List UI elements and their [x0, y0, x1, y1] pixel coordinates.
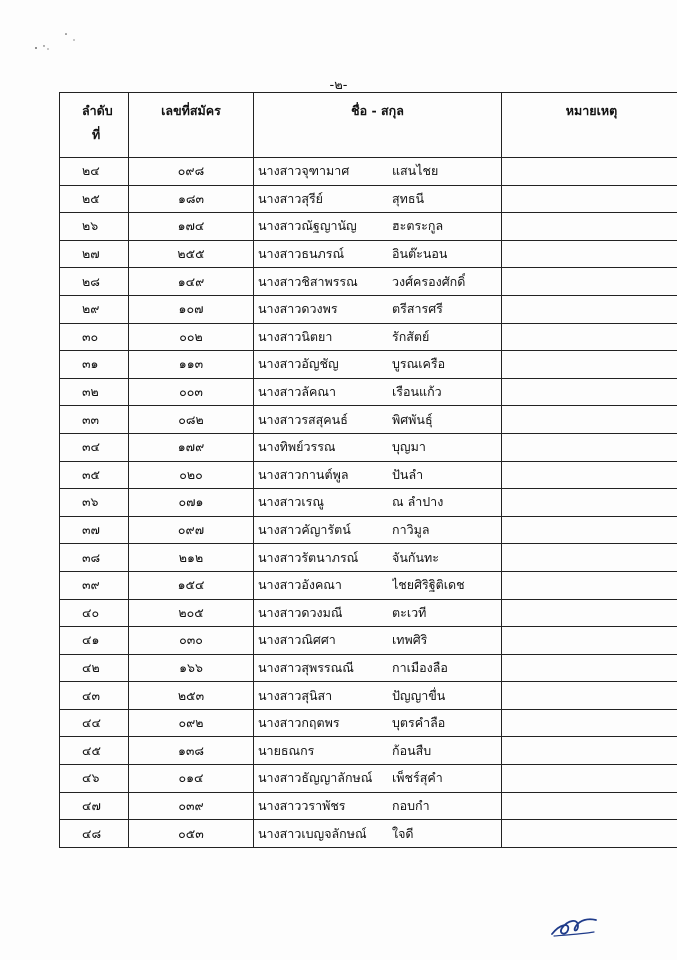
- row-first-name: นางสาวจุฑามาศ: [258, 163, 350, 179]
- table-row: [60, 295, 677, 323]
- row-order-number: ๓๕: [60, 461, 129, 489]
- row-full-name: [254, 158, 502, 186]
- row-first-name: นางสาวชิสาพรรณ: [258, 273, 358, 289]
- row-first-name: นางสาวณิศศา: [258, 632, 336, 648]
- row-application-number: ๑๗๔: [129, 213, 254, 241]
- row-remark: [502, 185, 677, 213]
- row-first-name: นางสาวอังคณา: [258, 577, 342, 593]
- row-remark: [502, 158, 677, 186]
- row-order-number: ๒๙: [60, 295, 129, 323]
- row-last-name: พิศพันธุ์: [392, 411, 433, 427]
- row-remark: [502, 654, 677, 682]
- row-order-number: ๓๐: [60, 323, 129, 351]
- table-row: [60, 820, 677, 848]
- row-order-number: ๔๒: [60, 654, 129, 682]
- row-full-name: [254, 792, 502, 820]
- table-header-row: [60, 93, 677, 158]
- row-first-name: นางสาวสุพรรณณี: [258, 659, 354, 675]
- row-full-name: [254, 185, 502, 213]
- row-last-name: เรือนแก้ว: [392, 384, 442, 400]
- row-order-number: ๔๘: [60, 820, 129, 848]
- row-remark: [502, 765, 677, 793]
- row-remark: [502, 516, 677, 544]
- row-full-name: [254, 406, 502, 434]
- row-last-name: สุทธนี: [392, 190, 425, 206]
- row-full-name: [254, 213, 502, 241]
- row-remark: [502, 820, 677, 848]
- table-row: [60, 461, 677, 489]
- header-order-line1: ลำดับ: [82, 103, 113, 118]
- row-full-name: [254, 820, 502, 848]
- table-row: [60, 682, 677, 710]
- row-application-number: ๒๐๕: [129, 599, 254, 627]
- row-order-number: ๒๔: [60, 158, 129, 186]
- row-full-name: [254, 627, 502, 655]
- table-row: [60, 240, 677, 268]
- row-first-name: นางสาวดวงพร: [258, 301, 338, 317]
- row-application-number: ๑๑๓: [129, 351, 254, 379]
- row-order-number: ๔๓: [60, 682, 129, 710]
- row-full-name: [254, 295, 502, 323]
- row-first-name: นางทิพย์วรรณ: [258, 439, 336, 455]
- row-last-name: บุตรคำลือ: [392, 715, 446, 731]
- row-remark: [502, 737, 677, 765]
- scan-specks: [30, 30, 80, 54]
- row-remark: [502, 295, 677, 323]
- header-full-name: ชื่อ - สกุล: [254, 93, 502, 158]
- row-application-number: ๐๙๒: [129, 709, 254, 737]
- row-full-name: [254, 654, 502, 682]
- row-application-number: ๐๐๒: [129, 323, 254, 351]
- row-application-number: ๑๔๙: [129, 268, 254, 296]
- table-row: [60, 792, 677, 820]
- row-last-name: กาเมืองลือ: [392, 659, 448, 675]
- row-full-name: [254, 351, 502, 379]
- row-remark: [502, 268, 677, 296]
- row-order-number: ๓๒: [60, 378, 129, 406]
- row-remark: [502, 351, 677, 379]
- row-application-number: ๒๑๒: [129, 544, 254, 572]
- row-full-name: [254, 737, 502, 765]
- table-row: [60, 378, 677, 406]
- table-row: [60, 268, 677, 296]
- row-remark: [502, 627, 677, 655]
- table-row: [60, 158, 677, 186]
- row-order-number: ๓๑: [60, 351, 129, 379]
- row-remark: [502, 544, 677, 572]
- row-application-number: ๑๗๙: [129, 433, 254, 461]
- row-remark: [502, 571, 677, 599]
- row-order-number: ๓๘: [60, 544, 129, 572]
- row-remark: [502, 240, 677, 268]
- row-full-name: [254, 599, 502, 627]
- row-first-name: นางสาวรัตนาภรณ์: [258, 549, 359, 565]
- row-remark: [502, 599, 677, 627]
- row-last-name: รักสัตย์: [392, 328, 430, 344]
- table-row: [60, 489, 677, 517]
- row-last-name: เพ็ชร์สุคำ: [392, 770, 443, 786]
- row-last-name: เทพศิริ: [392, 632, 428, 648]
- row-remark: [502, 489, 677, 517]
- header-order-line2: ที่: [92, 127, 101, 142]
- row-first-name: นางสาวเรณู: [258, 494, 324, 510]
- row-full-name: [254, 709, 502, 737]
- row-first-name: นายธณกร: [258, 742, 315, 758]
- row-application-number: ๒๕๓: [129, 682, 254, 710]
- row-last-name: อินต๊ะนอน: [392, 246, 448, 262]
- table-row: [60, 323, 677, 351]
- row-last-name: ปันลำ: [392, 466, 424, 482]
- row-order-number: ๓๖: [60, 489, 129, 517]
- row-application-number: ๐๘๒: [129, 406, 254, 434]
- row-application-number: ๒๕๕: [129, 240, 254, 268]
- row-first-name: นางสาวรสสุคนธ์: [258, 411, 348, 427]
- row-last-name: กาวิมูล: [392, 522, 430, 538]
- row-last-name: บูรณเครือ: [392, 356, 446, 372]
- row-first-name: นางสาวคัญารัตน์: [258, 522, 351, 538]
- row-remark: [502, 378, 677, 406]
- row-last-name: ก้อนสืบ: [392, 742, 432, 758]
- row-application-number: ๑๘๓: [129, 185, 254, 213]
- table-row: [60, 571, 677, 599]
- row-remark: [502, 323, 677, 351]
- row-order-number: ๔๑: [60, 627, 129, 655]
- row-last-name: ปัญญาขื่น: [392, 687, 446, 703]
- table-row: [60, 627, 677, 655]
- row-last-name: ณ ลำปาง: [392, 494, 444, 510]
- row-last-name: แสนไชย: [392, 163, 439, 179]
- row-remark: [502, 792, 677, 820]
- page-number: -๒-: [329, 78, 348, 93]
- row-first-name: นางสาววราพัชร: [258, 797, 346, 813]
- row-full-name: [254, 765, 502, 793]
- table-row: [60, 406, 677, 434]
- row-application-number: ๐๑๔: [129, 765, 254, 793]
- row-application-number: ๐๗๑: [129, 489, 254, 517]
- row-application-number: ๐๒๐: [129, 461, 254, 489]
- table-row: [60, 599, 677, 627]
- row-full-name: [254, 240, 502, 268]
- row-first-name: นางสาวสุรีย์: [258, 190, 324, 206]
- row-full-name: [254, 571, 502, 599]
- row-remark: [502, 682, 677, 710]
- table-row: [60, 351, 677, 379]
- row-full-name: [254, 268, 502, 296]
- row-first-name: นางสาวธนภรณ์: [258, 246, 345, 262]
- row-full-name: [254, 489, 502, 517]
- row-full-name: [254, 433, 502, 461]
- header-application-number: เลขที่สมัคร: [129, 93, 254, 158]
- table-row: [60, 213, 677, 241]
- row-first-name: นางสาวลัคณา: [258, 384, 336, 400]
- row-application-number: ๐๙๗: [129, 516, 254, 544]
- row-remark: [502, 461, 677, 489]
- row-order-number: ๒๖: [60, 213, 129, 241]
- row-last-name: จันกันทะ: [392, 549, 439, 565]
- row-application-number: ๑๓๘: [129, 737, 254, 765]
- table-row: [60, 654, 677, 682]
- row-first-name: นางสาวอัญชัญ: [258, 356, 339, 372]
- row-order-number: ๓๔: [60, 433, 129, 461]
- row-first-name: นางสาวณัฐญานัญ: [258, 218, 357, 234]
- table-row: [60, 433, 677, 461]
- row-order-number: ๒๗: [60, 240, 129, 268]
- row-last-name: บุญมา: [392, 439, 426, 455]
- row-first-name: นางสาวเบญจลักษณ์: [258, 825, 367, 841]
- header-order-number: [60, 93, 129, 158]
- row-last-name: ตะเวที: [392, 604, 427, 620]
- row-application-number: ๐๓๙: [129, 792, 254, 820]
- table-row: [60, 765, 677, 793]
- row-application-number: ๐๓๐: [129, 627, 254, 655]
- row-full-name: [254, 544, 502, 572]
- table-row: [60, 737, 677, 765]
- row-order-number: ๔๗: [60, 792, 129, 820]
- table-row: [60, 185, 677, 213]
- row-order-number: ๔๐: [60, 599, 129, 627]
- row-order-number: ๒๘: [60, 268, 129, 296]
- row-application-number: ๑๕๔: [129, 571, 254, 599]
- row-full-name: [254, 682, 502, 710]
- row-first-name: นางสาวกานต์พูล: [258, 466, 349, 482]
- row-remark: [502, 213, 677, 241]
- row-application-number: ๑๐๗: [129, 295, 254, 323]
- header-remark: หมายเหตุ: [502, 93, 677, 158]
- row-remark: [502, 433, 677, 461]
- row-order-number: ๔๕: [60, 737, 129, 765]
- signature-mark: [548, 910, 600, 940]
- row-last-name: วงศ์ครองศักดิ์: [392, 273, 466, 289]
- row-first-name: นางสาวกฤตพร: [258, 715, 340, 731]
- row-order-number: ๔๖: [60, 765, 129, 793]
- row-application-number: ๐๐๓: [129, 378, 254, 406]
- row-last-name: ใจดี: [392, 825, 414, 841]
- row-last-name: กอบกำ: [392, 797, 430, 813]
- row-order-number: ๒๕: [60, 185, 129, 213]
- row-order-number: ๔๔: [60, 709, 129, 737]
- row-last-name: ไชยศิริฐิติเดช: [392, 577, 465, 593]
- row-first-name: นางสาวธัญญาลักษณ์: [258, 770, 373, 786]
- row-order-number: ๓๗: [60, 516, 129, 544]
- row-application-number: ๐๕๓: [129, 820, 254, 848]
- row-remark: [502, 709, 677, 737]
- row-first-name: นางสาวนิตยา: [258, 328, 333, 344]
- row-order-number: ๓๙: [60, 571, 129, 599]
- row-full-name: [254, 378, 502, 406]
- row-last-name: ตรีสารศรี: [392, 301, 443, 317]
- table-row: [60, 709, 677, 737]
- row-application-number: ๐๙๘: [129, 158, 254, 186]
- row-full-name: [254, 516, 502, 544]
- table-row: [60, 544, 677, 572]
- row-full-name: [254, 461, 502, 489]
- row-full-name: [254, 323, 502, 351]
- table-body: [60, 158, 677, 848]
- row-remark: [502, 406, 677, 434]
- row-order-number: ๓๓: [60, 406, 129, 434]
- row-first-name: นางสาวดวงมณี: [258, 604, 343, 620]
- row-application-number: ๑๖๖: [129, 654, 254, 682]
- roster-table: [59, 92, 677, 848]
- table-row: [60, 516, 677, 544]
- row-last-name: ฮะตระกูล: [392, 218, 444, 234]
- row-first-name: นางสาวสุนิสา: [258, 687, 333, 703]
